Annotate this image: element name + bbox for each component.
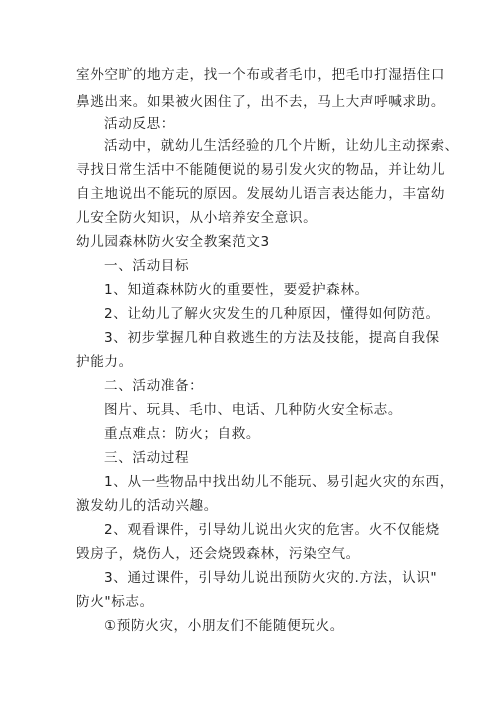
paragraph-line: 室外空旷的地方走，找一个布或者毛巾，把毛巾打湿捂住口: [76, 67, 446, 83]
paragraph-line: 自主地说出不能玩的原因。发展幼儿语言表达能力，丰富幼: [76, 186, 446, 202]
list-item-continuation: 毁房子，烧伤人，还会烧毁森林，污染空气。: [76, 546, 360, 562]
section-heading: 活动反思：: [104, 116, 175, 132]
list-item: 1、知道森林防火的重要性，要爱护森林。: [104, 282, 369, 298]
paragraph-line: 活动中，就幼儿生活经验的几个片断，让幼儿主动探索、: [104, 138, 459, 154]
paragraph-line: 儿安全防火知识，从小培养安全意识。: [76, 210, 318, 226]
list-item-continuation: 防火"标志。: [76, 594, 154, 610]
section-heading: 一、活动目标: [104, 258, 190, 274]
list-item: 2、让幼儿了解火灾发生的几种原因，懂得如何防范。: [104, 306, 440, 322]
paragraph-line: 重点难点：防火；自救。: [104, 426, 261, 442]
list-item-continuation: 护能力。: [76, 354, 133, 370]
paragraph-line: 鼻逃出来。如果被火困住了，出不去，马上大声呼喊求助。: [76, 94, 446, 110]
list-item: 2、观看课件，引导幼儿说出火灾的危害。火不仅能烧: [104, 522, 440, 538]
list-item: 3、通过课件，引导幼儿说出预防火灾的.方法，认识": [104, 570, 438, 586]
paragraph-line: 寻找日常生活中不能随便说的易引发火灾的物品，并让幼儿: [76, 162, 446, 178]
paragraph-line: 图片、玩具、毛巾、电话、几种防火安全标志。: [104, 402, 403, 418]
list-item-continuation: 激发幼儿的活动兴趣。: [76, 498, 218, 514]
list-item: ①预防火灾，小朋友们不能随便玩火。: [104, 618, 344, 634]
section-heading: 三、活动过程: [104, 450, 190, 466]
list-item: 3、初步掌握几种自救逃生的方法及技能，提高自我保: [104, 330, 440, 346]
list-item: 1、从一些物品中找出幼儿不能玩、易引起火灾的东西，: [104, 474, 454, 490]
document-title: 幼儿园森林防火安全教案范文3: [76, 234, 270, 250]
section-heading: 二、活动准备：: [104, 378, 204, 394]
